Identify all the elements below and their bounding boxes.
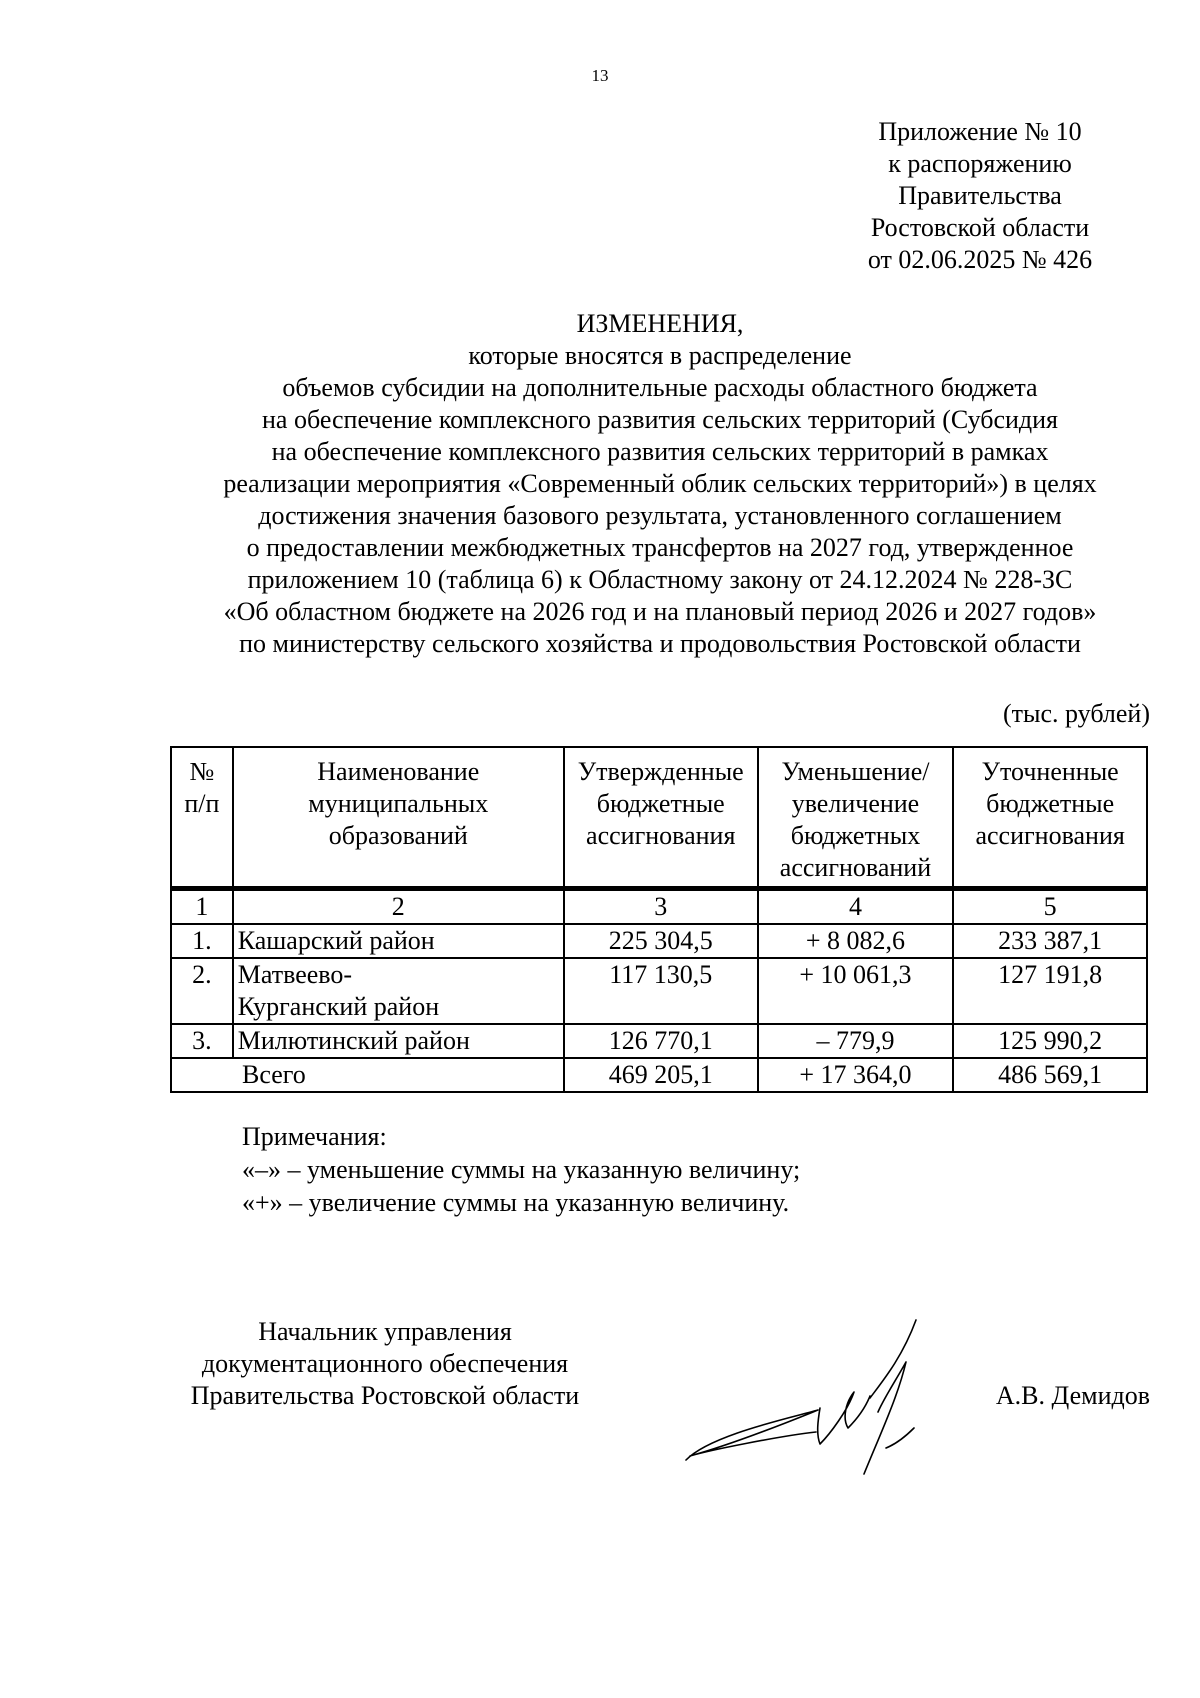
heading-line: по министерству сельского хозяйства и продовольствия Ростовской области [239, 629, 1081, 658]
table-total-row [171, 1058, 1147, 1092]
header-text: увеличение [791, 789, 920, 818]
heading-line: «Об областном бюджете на 2026 год и на плановый период 2026 и 2027 годов» [223, 597, 1097, 626]
column-number-row [171, 889, 1147, 925]
heading-line: приложением 10 (таблица 6) к Областному закону от 24.12.2024 № 228-ЗС [247, 565, 1073, 594]
appendix-line: к распоряжению [888, 149, 1072, 178]
header-text: образований [328, 821, 468, 850]
total-change: + 17 364,0 [758, 1058, 954, 1092]
total-approved: 469 205,1 [564, 1058, 758, 1092]
table-row [171, 958, 1147, 1024]
column-number: 5 [953, 889, 1147, 925]
table-header-row [171, 747, 1147, 889]
row-number: 3. [171, 1024, 233, 1058]
change-amount: + 10 061,3 [758, 958, 954, 1024]
note-line: «+» – увеличение суммы на указанную величину. [242, 1188, 790, 1217]
refined-amount: 127 191,8 [953, 958, 1147, 1024]
appendix-block [830, 116, 1130, 276]
appendix-line: от 02.06.2025 № 426 [867, 245, 1093, 274]
header-text: ассигнования [586, 821, 736, 850]
handwritten-signature [670, 1310, 970, 1480]
row-number: 1. [171, 924, 233, 958]
table-row [171, 924, 1147, 958]
heading-line: на обеспечение комплексного развития сельских территорий в рамках [271, 437, 1049, 466]
approved-amount: 126 770,1 [564, 1024, 758, 1058]
header-text: п/п [184, 789, 220, 818]
heading-line: на обеспечение комплексного развития сельских территорий (Субсидия [261, 405, 1059, 434]
notes-block [242, 1120, 800, 1219]
header-no [171, 747, 233, 889]
header-approved [564, 747, 758, 889]
signer-title-line: документационного обеспечения [201, 1349, 569, 1378]
column-number: 2 [233, 889, 564, 925]
header-change [758, 747, 954, 889]
refined-amount: 125 990,2 [953, 1024, 1147, 1058]
header-text: ассигнования [975, 821, 1125, 850]
header-name [233, 747, 564, 889]
column-number: 1 [171, 889, 233, 925]
header-text: Уточненные [981, 757, 1119, 786]
signer-name: А.В. Демидов [995, 1381, 1150, 1410]
document-title: ИЗМЕНЕНИЯ, [576, 309, 744, 338]
approved-amount: 225 304,5 [564, 924, 758, 958]
budget-table [170, 746, 1148, 1093]
header-text: бюджетных [790, 821, 921, 850]
refined-amount: 233 387,1 [953, 924, 1147, 958]
notes-title: Примечания: [242, 1122, 387, 1151]
signer-title-line: Правительства Ростовской области [190, 1381, 580, 1410]
column-number: 4 [758, 889, 954, 925]
change-amount: – 779,9 [758, 1024, 954, 1058]
signer-title-line: Начальник управления [258, 1317, 512, 1346]
signer-title-block [170, 1316, 600, 1412]
header-text: Утвержденные [577, 757, 744, 786]
heading-line: реализации мероприятия «Современный облик сельских территорий») в целях [223, 469, 1097, 498]
header-text: Наименование [317, 757, 480, 786]
appendix-line: Правительства [898, 181, 1062, 210]
total-label: Всего [171, 1058, 564, 1092]
heading-line: достижения значения базового результата, установленного соглашением [258, 501, 1062, 530]
table-row [171, 1024, 1147, 1058]
header-text: Уменьшение/ [781, 757, 930, 786]
row-number: 2. [171, 958, 233, 1024]
document-heading [160, 308, 1160, 660]
header-text: ассигнований [779, 853, 932, 882]
appendix-line: Приложение № 10 [878, 117, 1082, 146]
header-text: муниципальных [308, 789, 489, 818]
municipality-name: Кашарский район [233, 924, 564, 958]
appendix-line: Ростовской области [870, 213, 1090, 242]
header-text: бюджетные [986, 789, 1115, 818]
municipality-name: Матвеево-Курганский район [233, 958, 564, 1024]
note-line: «–» – уменьшение суммы на указанную величину; [242, 1155, 801, 1184]
column-number: 3 [564, 889, 758, 925]
units-label: (тыс. рублей) [1002, 699, 1150, 728]
heading-line: о предоставлении межбюджетных трансфертов на 2027 год, утвержденное [246, 533, 1074, 562]
approved-amount: 117 130,5 [564, 958, 758, 1024]
municipality-name: Милютинский район [233, 1024, 564, 1058]
heading-line: объемов субсидии на дополнительные расходы областного бюджета [282, 373, 1038, 402]
heading-line: которые вносятся в распределение [468, 341, 852, 370]
header-text: № [189, 757, 215, 786]
page-number: 13 [591, 66, 609, 85]
header-refined [953, 747, 1147, 889]
change-amount: + 8 082,6 [758, 924, 954, 958]
total-refined: 486 569,1 [953, 1058, 1147, 1092]
header-text: бюджетные [596, 789, 725, 818]
